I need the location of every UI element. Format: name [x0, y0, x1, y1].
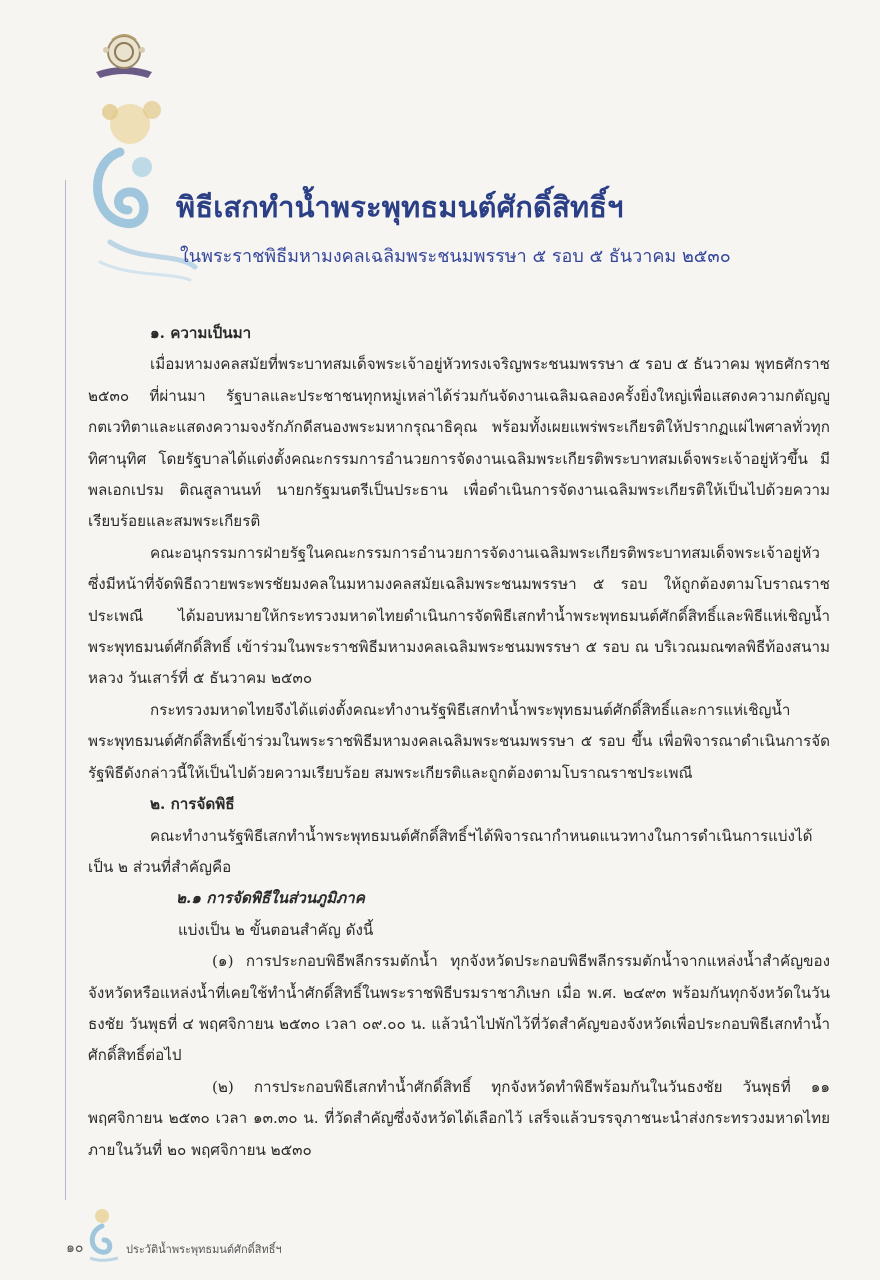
- footer-ornament-icon: [84, 1206, 120, 1262]
- left-margin-rule: [65, 180, 66, 1200]
- subsection-intro: แบ่งเป็น ๒ ขั้นตอนสำคัญ ดังนี้: [178, 920, 374, 939]
- page-title: พิธีเสกทำน้ำพระพุทธมนต์ศักดิ์สิทธิ์ฯ: [176, 190, 624, 224]
- list-item-step-1: (๑) การประกอบพิธีพลีกรรมตักน้ำ ทุกจังหวัดประกอบพิธีพลีกรรมตักน้ำจากแหล่งน้ำสำคัญของจังหวัดหรือแหล่งน้ำที่เคยใช้ทำน้ำศักดิ์สิทธิ์ในพระราชพิธีบรมราชาภิเษก เมื่อ พ.ศ. ๒๔๙๓ พร้อมกันทุกจังหวัดในวันธงชัย วันพุธที่ ๔ พฤศจิกายน ๒๕๓๐ เวลา ๐๙.๐๐ น. แล้วนำไปพักไว้ที่วัดสำคัญของจังหวัดเพื่อประกอบพิธีเสกทำน้ำศักดิ์สิทธิ์ต่อไป: [88, 952, 830, 1065]
- running-footer: ประวัติน้ำพระพุทธมนต์ศักดิ์สิทธิ์ฯ: [126, 1243, 282, 1256]
- section-heading-ceremony: ๒. การจัดพิธี: [150, 795, 235, 814]
- document-body: [88, 318, 830, 1166]
- paragraph-history-2: คณะอนุกรรมการฝ่ายรัฐในคณะกรรมการอำนวยการจัดงานเฉลิมพระเกียรติพระบาทสมเด็จพระเจ้าอยู่หัวซึ่งมีหน้าที่จัดพิธีถวายพระพรชัยมงคลในมหามงคลสมัยเฉลิมพระชนมพรรษา ๕ รอบ ให้ถูกต้องตามโบราณราชประเพณี ได้มอบหมายให้กระทรวงมหาดไทยดำเนินการจัดพิธีเสกทำน้ำพระพุทธมนต์ศักดิ์สิทธิ์และพิธีแห่เชิญน้ำพระพุทธมนต์ศักดิ์สิทธิ์ เข้าร่วมในพระราชพิธีมหามงคลเฉลิมพระชนมพรรษา ๕ รอบ ณ บริเวณมณฑลพิธีท้องสนามหลวง วันเสาร์ที่ ๕ ธันวาคม ๒๕๓๐: [88, 543, 830, 688]
- page-number: ๑๐: [66, 1240, 84, 1256]
- subsection-heading-regional: ๒.๑ การจัดพิธีในส่วนภูมิภาค: [176, 889, 365, 908]
- paragraph-ceremony-1: คณะทำงานรัฐพิธีเสกทำน้ำพระพุทธมนต์ศักดิ์สิทธิ์ฯได้พิจารณากำหนดแนวทางในการดำเนินการแบ่งได้เป็น ๒ ส่วนที่สำคัญคือ: [88, 826, 813, 876]
- paragraph-history-3: กระทรวงมหาดไทยจึงได้แต่งตั้งคณะทำงานรัฐพิธีเสกทำน้ำพระพุทธมนต์ศักดิ์สิทธิ์และการแห่เชิญน้ำพระพุทธมนต์ศักดิ์สิทธิ์เข้าร่วมในพระราชพิธีมหามงคลเฉลิมพระชนมพรรษา ๕ รอบ ขึ้น เพื่อพิจารณาดำเนินการจัดรัฐพิธีดังกล่าวนี้ให้เป็นไปด้วยความเรียบร้อย สมพระเกียรติและถูกต้องตามโบราณราชประเพณี: [88, 700, 830, 782]
- list-item-step-2: (๒) การประกอบพิธีเสกทำน้ำศักดิ์สิทธิ์ ทุกจังหวัดทำพิธีพร้อมกันในวันธงชัย วันพุธที่ ๑๑ พฤศจิกายน ๒๕๓๐ เวลา ๑๓.๓๐ น. ที่วัดสำคัญซึ่งจังหวัดได้เลือกไว้ เสร็จแล้วบรรจุภาชนะนำส่งกระทรวงมหาดไทยภายในวันที่ ๒๐ พฤศจิกายน ๒๕๓๐: [88, 1077, 830, 1159]
- section-heading-history: ๑. ความเป็นมา: [150, 324, 252, 342]
- page-subtitle: ในพระราชพิธีมหามงคลเฉลิมพระชนมพรรษา ๕ รอบ ๕ ธันวาคม ๒๕๓๐: [180, 246, 731, 267]
- paragraph-history-1: เมื่อมหามงคลสมัยที่พระบาทสมเด็จพระเจ้าอยู่หัวทรงเจริญพระชนมพรรษา ๕ รอบ ๕ ธันวาคม พุทธศักราช ๒๕๓๐ ที่ผ่านมา รัฐบาลและประชาชนทุกหมู่เหล่าได้ร่วมกันจัดงานเฉลิมฉลองครั้งยิ่งใหญ่เพื่อแสดงความกตัญญูกตเวทิตาและแสดงความจงรักภักดีสนองพระมหากรุณาธิคุณ พร้อมทั้งเผยแพร่พระเกียรติให้ปรากฏแผ่ไพศาลทั่วทุกทิศานุทิศ โดยรัฐบาลได้แต่งตั้งคณะกรรมการอำนวยการจัดงานเฉลิมพระเกียรติพระบาทสมเด็จพระเจ้าอยู่หัวขึ้น มีพลเอกเปรม ติณสูลานนท์ นายกรัฐมนตรีเป็นประธาน เพื่อดำเนินการจัดงานเฉลิมพระเกียรติให้เป็นไปด้วยความเรียบร้อยและสมพระเกียรติ: [88, 355, 830, 531]
- royal-seal-icon: [92, 28, 156, 84]
